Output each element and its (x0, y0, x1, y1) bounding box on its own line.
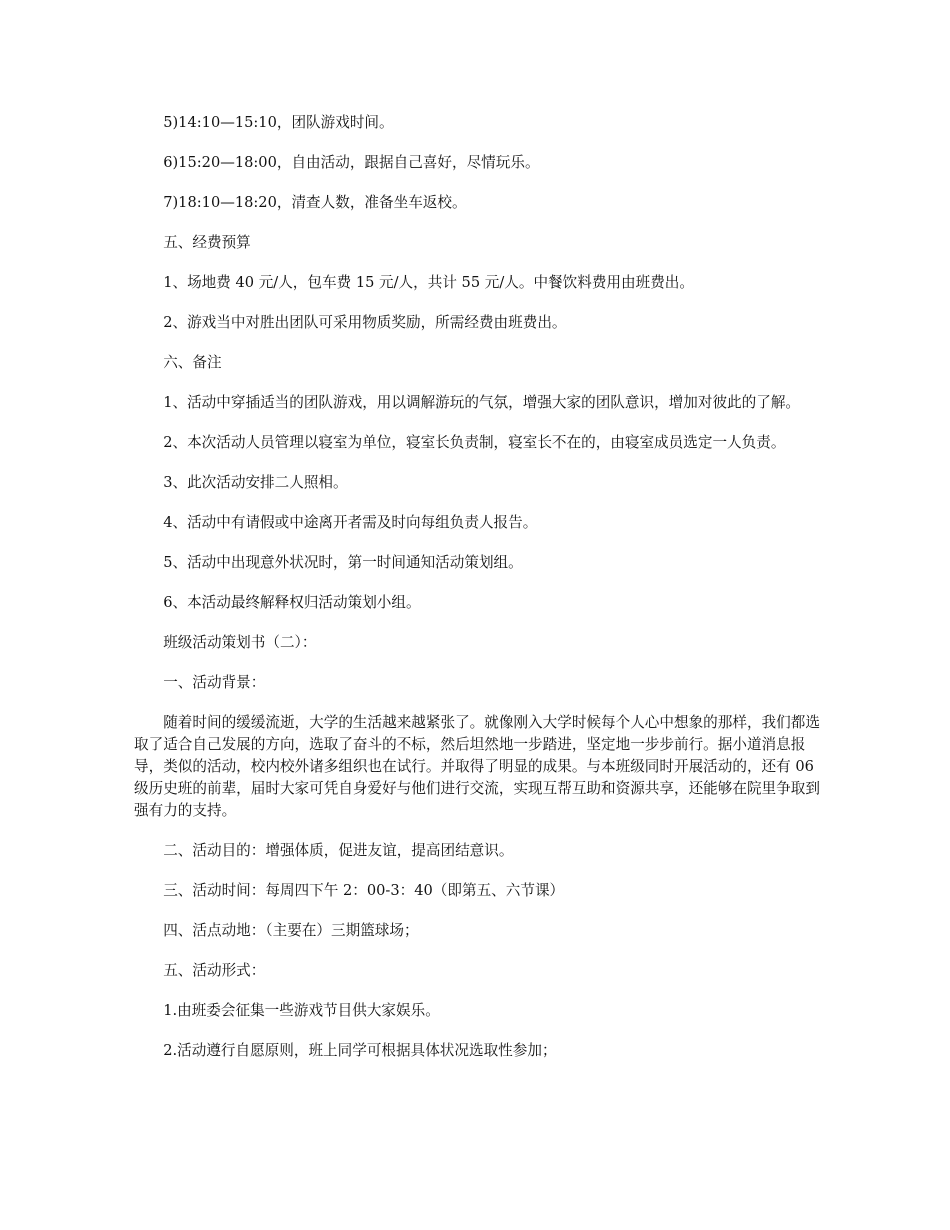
plan-title-two: 班级活动策划书（二）： (163, 634, 317, 651)
section-heading-notes: 六、备注 (163, 354, 222, 371)
section-heading-budget: 五、经费预算 (163, 234, 251, 251)
paragraph-format-2: 2.活动遵行自愿原则，班上同学可根据具体状况选取性参加； (163, 1042, 557, 1059)
paragraph-location: 四、活点动地：（主要在）三期篮球场； (163, 922, 419, 939)
section-heading-background: 一、活动背景： (163, 674, 266, 691)
section-heading-format: 五、活动形式： (163, 962, 266, 979)
document-body (134, 112, 822, 1080)
paragraph-schedule-6: 6)15:20—18:00，自由活动，跟据自己喜好，尽情玩乐。 (163, 154, 540, 171)
paragraph-note-2: 2、本次活动人员管理以寝室为单位，寝室长负责制，寝室长不在的，由寝室成员选定一人负责。 (163, 434, 786, 451)
paragraph-note-1: 1、活动中穿插适当的团队游戏，用以调解游玩的气氛，增强大家的团队意识，增加对彼此的了解。 (163, 394, 801, 411)
paragraph-note-4: 4、活动中有请假或中途离开者需及时向每组负责人报告。 (163, 514, 538, 531)
paragraph-note-6: 6、本活动最终解释权归活动策划小组。 (163, 594, 421, 611)
paragraph-budget-1: 1、场地费 40 元/人，包车费 15 元/人，共计 55 元/人。中餐饮料费用由班费出。 (163, 274, 694, 291)
paragraph-background: 随着时间的缓缓流逝，大学的生活越来越紧张了。就像刚入大学时候每个人心中想象的那样，我们都选取了适合自己发展的方向，选取了奋斗的不标，然后坦然地一步踏进，坚定地一步步前行。据小道消息报导，类似的活动，校内校外诸多组织也在试行。并取得了明显的成果。与本班级同时开展活动的，还有 06 级历史班的前辈，届时大家可凭自身爱好与他们进行交流，实现互帮互助和资源共享，还能够在院里争取到强有力的支持。 (134, 714, 820, 819)
paragraph-time: 三、活动时间：每周四下午 2：00-3：40（即第五、六节课） (163, 882, 565, 899)
paragraph-budget-2: 2、游戏当中对胜出团队可采用物质奖励，所需经费由班费出。 (163, 314, 567, 331)
paragraph-format-1: 1.由班委会征集一些游戏节目供大家娱乐。 (163, 1002, 440, 1019)
paragraph-note-3: 3、此次活动安排二人照相。 (163, 474, 348, 491)
paragraph-schedule-7: 7)18:10—18:20，清查人数，准备坐车返校。 (163, 194, 467, 211)
paragraph-schedule-5: 5)14:10—15:10，团队游戏时间。 (163, 114, 394, 131)
paragraph-purpose: 二、活动目的：增强体质，促进友谊，提高团结意识。 (163, 842, 514, 859)
paragraph-note-5: 5、活动中出现意外状况时，第一时间通知活动策划组。 (163, 554, 523, 571)
